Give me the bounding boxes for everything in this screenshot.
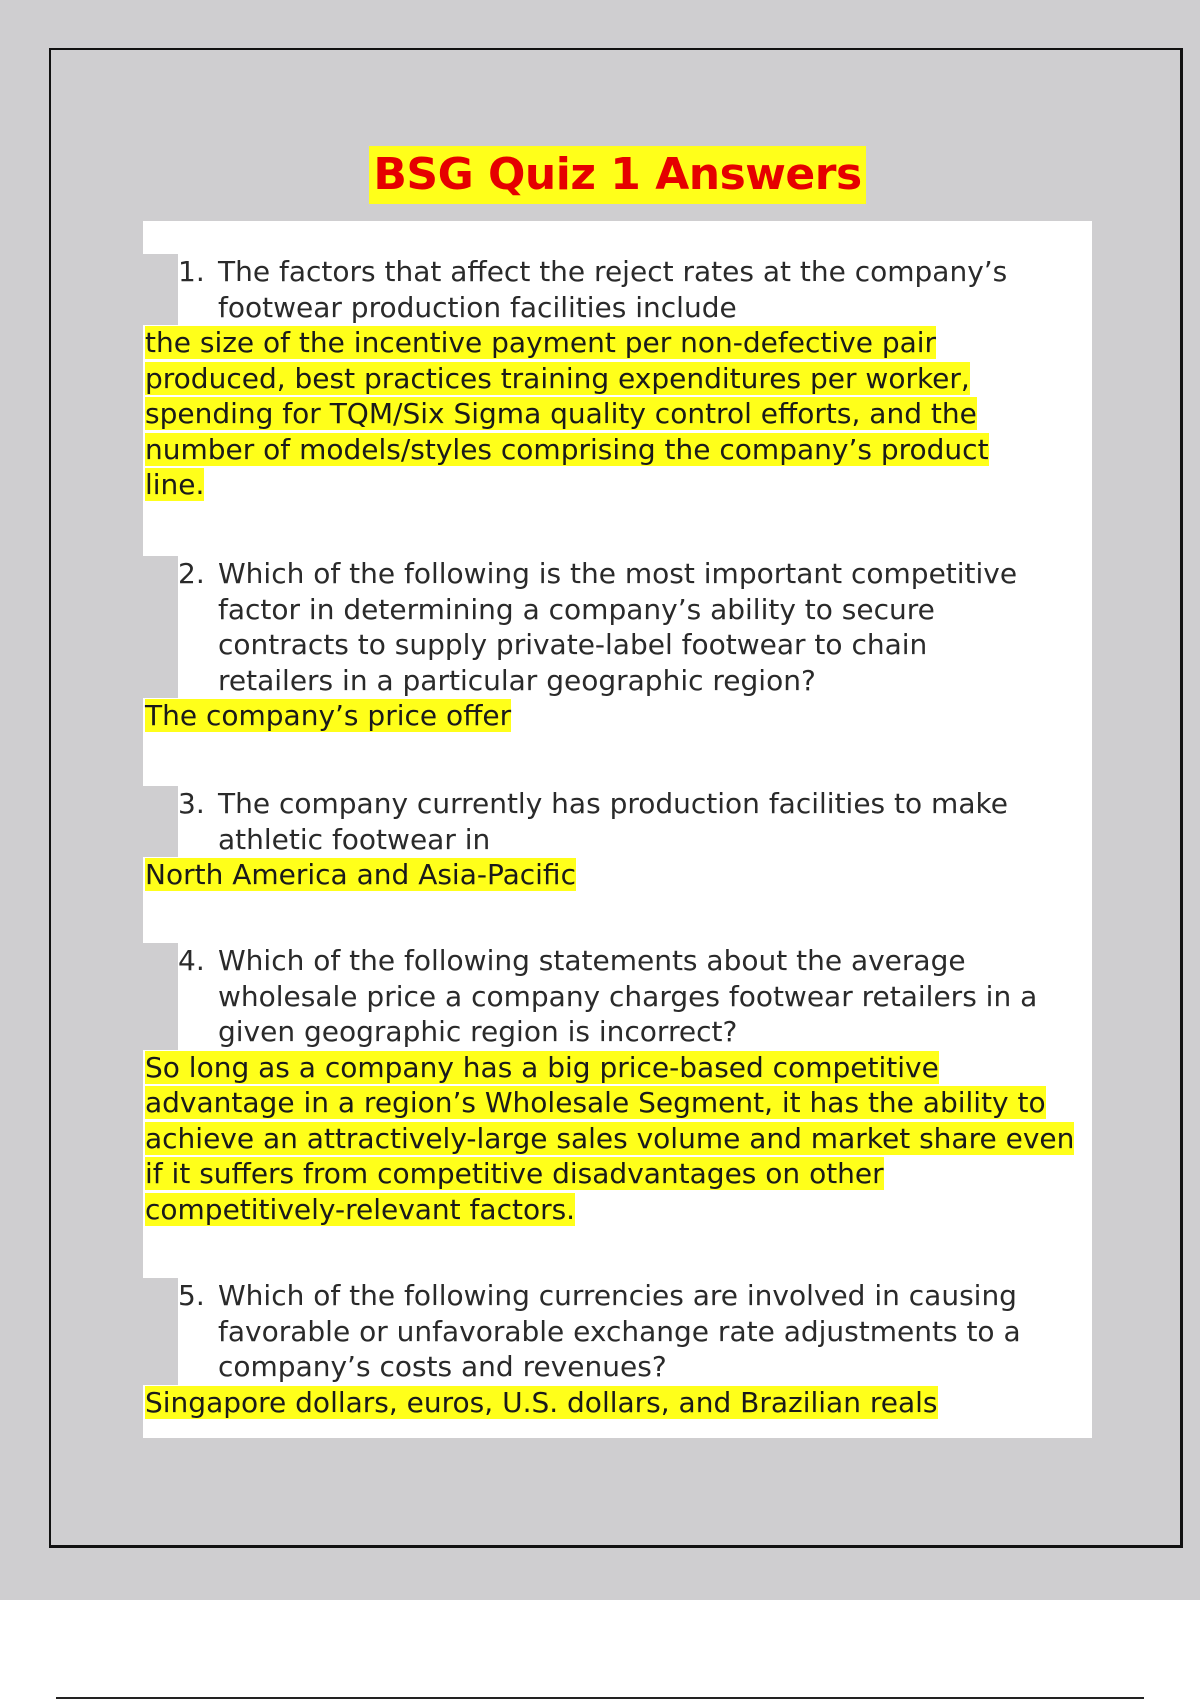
question-text: The factors that affect the reject rates at the company’s footwear production facilities include (218, 255, 1008, 324)
answer-text: North America and Asia-Pacific (145, 858, 576, 891)
answer-4 (143, 1050, 1090, 1228)
quiz-item-4 (143, 943, 1092, 1227)
answer-text: The company’s price offer (145, 699, 512, 732)
question-text: Which of the following is the most important competitive factor in determining a company’s ability to secure contracts to supply private-label footwear to chain retailers in a particular geographic region? (218, 557, 1018, 697)
answer-3 (143, 857, 1092, 893)
quiz-item-3 (143, 786, 1092, 893)
quiz-item-2 (143, 556, 1092, 734)
question-number: 2. (178, 557, 205, 590)
question-number: 3. (178, 787, 205, 820)
quiz-item-5 (143, 1278, 1092, 1420)
question-number: 4. (178, 944, 205, 977)
title-wrapper (0, 146, 1200, 204)
question-number: 1. (178, 255, 205, 288)
question-number: 5. (178, 1279, 205, 1312)
answer-5 (143, 1385, 1092, 1421)
question-text: Which of the following currencies are involved in causing favorable or unfavorable exchange rate adjustments to a company’s costs and revenues? (218, 1279, 1021, 1383)
question-text: Which of the following statements about the average wholesale price a company charges footwear retailers in a given geographic region is incorrect? (218, 944, 1038, 1048)
question-text: The company currently has production facilities to make athletic footwear in (218, 787, 1008, 856)
bottom-divider (56, 1697, 1144, 1699)
question-2 (178, 556, 1048, 698)
answer-2 (143, 698, 1092, 734)
answer-text: Singapore dollars, euros, U.S. dollars, and Brazilian reals (145, 1385, 938, 1419)
quiz-panel (143, 221, 1092, 1438)
answer-text: the size of the incentive payment per non-defective pair produced, best practices training expenditures per worker, spending for TQM/Six Sigma quality control efforts, and the number of models/styles comprising the company’s product line. (145, 326, 989, 501)
question-1 (178, 254, 1033, 325)
page-title: BSG Quiz 1 Answers (369, 146, 865, 204)
question-3 (178, 786, 1033, 857)
answer-text: So long as a company has a big price-based competitive advantage in a region’s Wholesale Segment, it has the ability to achieve an attractively-large sales volume and market share even if it suffers from competitive disadvantages on other competitively-relevant factors. (145, 1050, 1075, 1226)
question-5 (178, 1278, 1048, 1385)
answer-1 (143, 325, 1045, 503)
question-4 (178, 943, 1048, 1050)
quiz-item-1 (143, 254, 1092, 503)
